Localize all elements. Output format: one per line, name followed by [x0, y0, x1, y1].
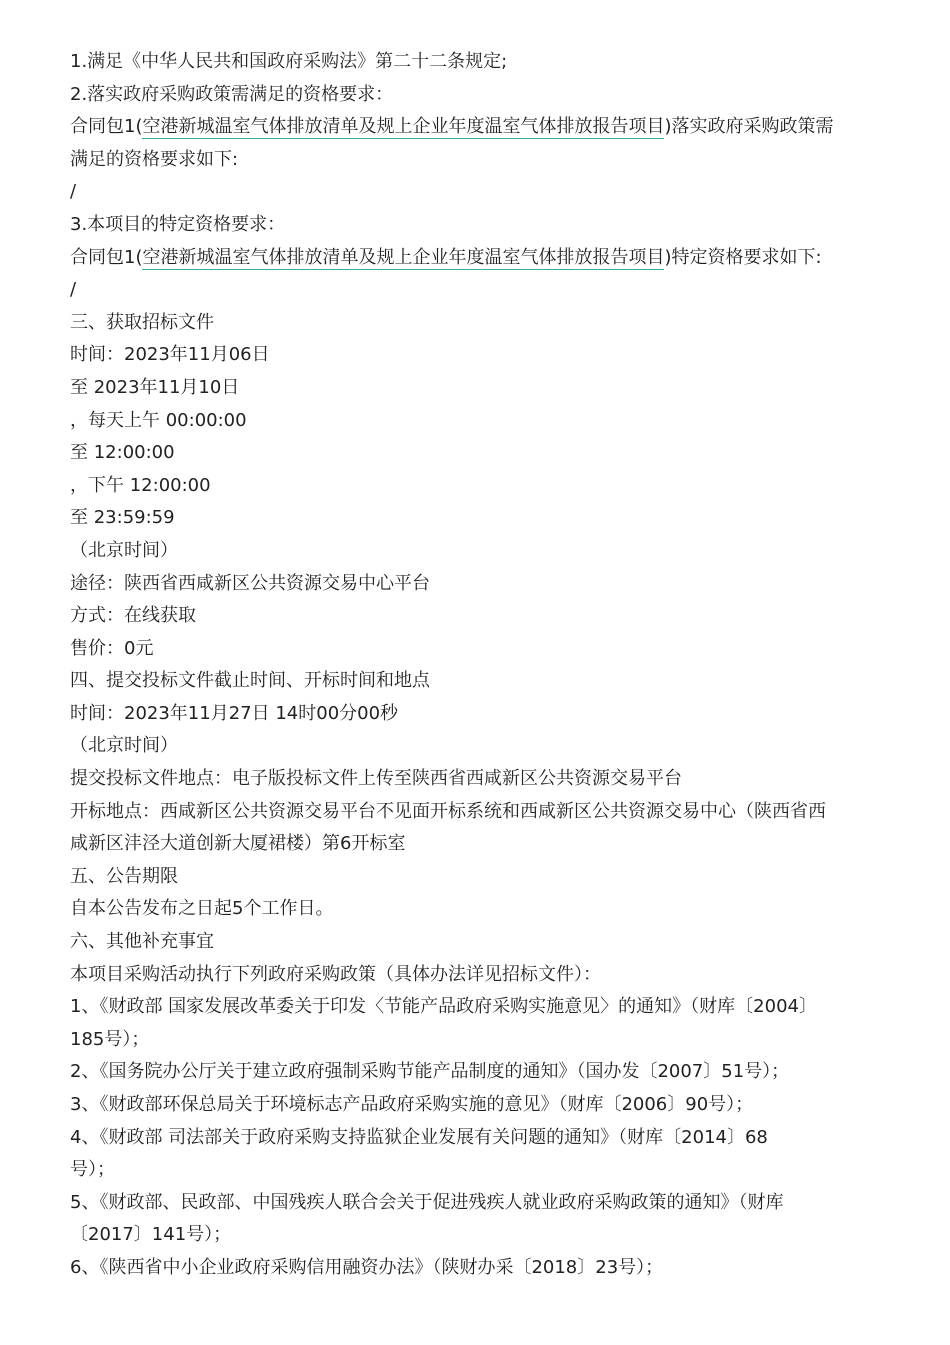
notice-period-text: 自本公告发布之日起5个工作日。 [70, 898, 334, 920]
obtain-time-start: 时间：2023年11月06日 [70, 344, 270, 366]
policy-requirement-value: / [70, 181, 77, 203]
announcement-document [70, 46, 890, 1285]
package-name-link[interactable]: 空港新城温室气体排放清单及规上企业年度温室气体排放报告项目 [142, 116, 665, 138]
qualification-item-3-title: 3.本项目的特定资格要求： [70, 213, 286, 235]
opening-place-continued: 咸新区沣泾大道创新大厦裙楼）第6开标室 [70, 833, 406, 855]
specific-requirement-value: / [70, 279, 77, 301]
policy-item: 5、《财政部、民政部、中国残疾人联合会关于促进残疾人就业政府采购政策的通知》（财库 [70, 1191, 784, 1213]
obtain-beijing-time: （北京时间） [70, 539, 178, 561]
policy-suffix: )落实政府采购政策需 [664, 116, 834, 138]
submission-beijing-time: （北京时间） [70, 735, 178, 757]
obtain-afternoon-to: 至 23:59:59 [70, 507, 175, 529]
obtain-morning-from: ，每天上午 00:00:00 [70, 409, 247, 431]
policy-requirement-line [70, 111, 890, 144]
qualification-item-2-title: 2.落实政府采购政策需满足的资格要求： [70, 83, 394, 105]
section-heading-submission: 四、提交投标文件截止时间、开标时间和地点 [70, 670, 430, 692]
policy-item-continued: 185号）； [70, 1028, 150, 1050]
policy-item: 6、《陕西省中小企业政府采购信用融资办法》（陕财办采〔2018〕23号）； [70, 1256, 664, 1278]
opening-place: 开标地点：西咸新区公共资源交易平台不见面开标系统和西咸新区公共资源交易中心（陕西省西 [70, 800, 826, 822]
qualification-item-1: 1.满足《中华人民共和国政府采购法》第二十二条规定; [70, 51, 508, 72]
section-heading-notice-period: 五、公告期限 [70, 865, 178, 887]
obtain-channel: 途径：陕西省西咸新区公共资源交易中心平台 [70, 572, 430, 594]
package-prefix: 合同包1( [70, 116, 143, 138]
obtain-method: 方式：在线获取 [70, 605, 196, 627]
policy-item-continued: 号）； [70, 1159, 115, 1181]
policy-item: 1、《财政部 国家发展改革委关于印发〈节能产品政府采购实施意见〉的通知》（财库〔2004〕 [70, 996, 817, 1018]
policy-suffix-continued: 满足的资格要求如下: [70, 148, 239, 170]
obtain-time-end: 至 2023年11月10日 [70, 376, 240, 398]
policy-item: 2、《国务院办公厅关于建立政府强制采购节能产品制度的通知》（国办发〔2007〕51号）； [70, 1061, 790, 1083]
specific-requirement-line [70, 242, 890, 275]
obtain-price: 售价：0元 [70, 637, 154, 659]
section-heading-other: 六、其他补充事宜 [70, 931, 214, 953]
obtain-afternoon-from: ，下午 12:00:00 [70, 474, 211, 496]
package-name-link[interactable]: 空港新城温室气体排放清单及规上企业年度温室气体排放报告项目 [142, 246, 665, 268]
submission-place: 提交投标文件地点：电子版投标文件上传至陕西省西咸新区公共资源交易平台 [70, 768, 682, 790]
policy-item-continued: 〔2017〕141号）； [70, 1224, 232, 1246]
policies-intro: 本项目采购活动执行下列政府采购政策（具体办法详见招标文件）： [70, 963, 601, 985]
section-heading-obtain: 三、获取招标文件 [70, 311, 214, 333]
package-prefix: 合同包1( [70, 246, 143, 268]
policy-item: 3、《财政部环保总局关于环境标志产品政府采购实施的意见》（财库〔2006〕90号）； [70, 1094, 754, 1115]
policy-item: 4、《财政部 司法部关于政府采购支持监狱企业发展有关问题的通知》（财库〔2014〕68 [70, 1126, 768, 1148]
submission-deadline: 时间：2023年11月27日 14时00分00秒 [70, 702, 399, 724]
specific-suffix: )特定资格要求如下: [664, 246, 822, 268]
obtain-morning-to: 至 12:00:00 [70, 442, 175, 464]
